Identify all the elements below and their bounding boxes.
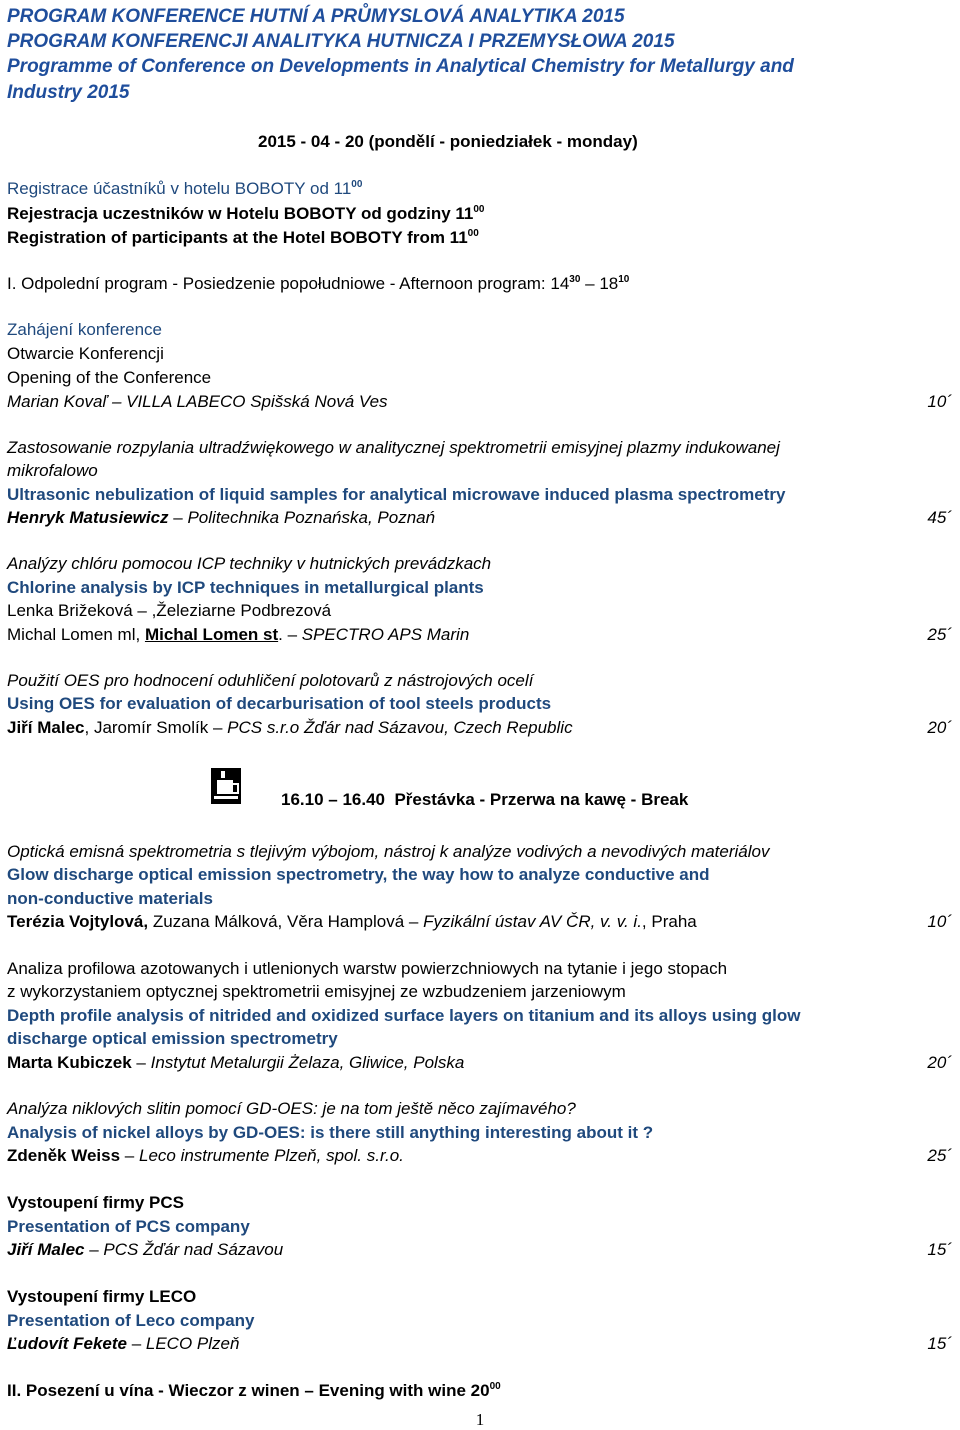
- title-line-3: Programme of Conference on Developments in Analytical Chemistry for Metallurgy and: [7, 56, 794, 77]
- talk7-title-en: Presentation of PCS company: [7, 1217, 250, 1236]
- talk6-duration: 25´: [927, 1146, 952, 1165]
- title-line-1: PROGRAM KONFERENCE HUTNÍ A PRŮMYSLOVÁ ANALYTIKA 2015: [7, 6, 625, 27]
- afternoon-program-heading: I. Odpolední program - Posiedzenie popołudniowe - Afternoon program: $14^{30} - 18^{10}$: [7, 274, 630, 293]
- registration-pl: Rejestracja uczestników w Hotelu BOBOTY od godziny $11^{00}$: [7, 204, 485, 223]
- page-number: 1: [475, 1410, 485, 1429]
- talk3-speaker: Jiří Malec, Jaromír Smolík – PCS s.r.o Žďár nad Sázavou, Czech Republic: [7, 718, 573, 737]
- break-line: 16.10 – 16.40 Přestávka - Przerwa na kawę - Break: [281, 790, 689, 809]
- talk4-duration: 10´: [927, 912, 952, 931]
- talk2-title-en: Chlorine analysis by ICP techniques in metallurgical plants: [7, 578, 484, 597]
- talk4-title-sk: Optická emisná spektrometria s tlejivým výbojom, nástroj k analýze vodivých a nevodivých materiálov: [7, 842, 770, 861]
- talk3-title-cz: Použití OES pro hodnocení oduhličení polotovarů z nástrojových ocelí: [7, 671, 534, 690]
- talk1-title-en: Ultrasonic nebulization of liquid samples for analytical microwave induced plasma spectrometry: [7, 485, 786, 504]
- coffee-cup-icon: [211, 768, 241, 804]
- talk1-speaker: Henryk Matusiewicz – Politechnika Poznańska, Poznań: [7, 508, 436, 527]
- talk8-title-en: Presentation of Leco company: [7, 1311, 255, 1330]
- talk5-title-pl-1: Analiza profilowa azotowanych i utlenionych warstw powierzchniowych na tytanie i jego stopach: [7, 959, 728, 978]
- opening-duration: 10´: [927, 392, 952, 411]
- talk5-title-en-1: Depth profile analysis of nitrided and oxidized surface layers on titanium and its alloys using glow: [7, 1006, 801, 1025]
- opening-pl: Otwarcie Konferencji: [7, 344, 164, 363]
- evening-program: II. Posezení u vína - Wieczor z winen – Evening with wine $20^{00}$: [7, 1381, 501, 1400]
- talk8-duration: 15´: [927, 1334, 952, 1353]
- talk6-speaker: Zdeněk Weiss – Leco instrumente Plzeň, spol. s.r.o.: [7, 1146, 404, 1165]
- talk1-title-pl-cont: mikrofalowo: [7, 461, 98, 480]
- talk1-title-pl: Zastosowanie rozpylania ultradźwiękowego w analitycznej spektrometrii emisyjnej plazmy indukowanej: [7, 438, 780, 457]
- talk5-speaker: Marta Kubiczek – Instytut Metalurgii Żelaza, Gliwice, Polska: [7, 1053, 465, 1072]
- talk5-title-en-2: discharge optical emission spectrometry: [7, 1029, 338, 1048]
- talk2-title-sk: Analýzy chlóru pomocou ICP techniky v hutnických prevádzkach: [7, 554, 492, 573]
- talk5-title-pl-2: z wykorzystaniem optycznej spektrometrii emisyjnej ze wzbudzeniem jarzeniowym: [7, 982, 626, 1001]
- talk1-duration: 45´: [927, 508, 952, 527]
- talk7-speaker: Jiří Malec – PCS Žďár nad Sázavou: [7, 1240, 284, 1259]
- talk4-title-en-1: Glow discharge optical emission spectrometry, the way how to analyze conductive and: [7, 865, 710, 884]
- talk2-speaker-2: Michal Lomen ml, Michal Lomen st. – SPECTRO APS Marin: [7, 625, 470, 644]
- talk5-duration: 20´: [927, 1053, 952, 1072]
- opening-cz: Zahájení konference: [7, 320, 162, 339]
- talk7-duration: 15´: [927, 1240, 952, 1259]
- registration-cz: Registrace účastníků v hotelu BOBOTY od $11^{00}$: [7, 179, 363, 198]
- talk4-speaker: Terézia Vojtylová, Zuzana Málková, Věra Hamplová – Fyzikální ústav AV ČR, v. v. i., Praha: [7, 912, 697, 931]
- talk8-title-cz: Vystoupení firmy LECO: [7, 1287, 197, 1306]
- talk4-title-en-2: non-conductive materials: [7, 889, 213, 908]
- registration-en: Registration of participants at the Hotel BOBOTY from $11^{00}$: [7, 228, 479, 247]
- opening-en: Opening of the Conference: [7, 368, 212, 387]
- talk2-duration: 25´: [927, 625, 952, 644]
- talk2-speaker-1: Lenka Brižeková – ,Železiarne Podbrezová: [7, 601, 332, 620]
- talk3-duration: 20´: [927, 718, 952, 737]
- opening-speaker: Marian Kovaľ – VILLA LABECO Spišská Nová Ves: [7, 392, 388, 411]
- talk7-title-cz: Vystoupení firmy PCS: [7, 1193, 184, 1212]
- talk6-title-cz: Analýza niklových slitin pomocí GD-OES: je na tom ještě něco zajímavého?: [7, 1099, 576, 1118]
- talk8-speaker: Ľudovít Fekete – LECO Plzeň: [7, 1334, 240, 1353]
- title-line-4: Industry 2015: [7, 82, 130, 103]
- talk3-title-en: Using OES for evaluation of decarburisation of tool steels products: [7, 694, 552, 713]
- conference-date: 2015 - 04 - 20 (pondělí - poniedziałek - monday): [258, 132, 638, 151]
- title-line-2: PROGRAM KONFERENCJI ANALITYKA HUTNICZA I PRZEMYSŁOWA 2015: [7, 31, 675, 52]
- talk6-title-en: Analysis of nickel alloys by GD-OES: is there still anything interesting about it ?: [7, 1123, 654, 1142]
